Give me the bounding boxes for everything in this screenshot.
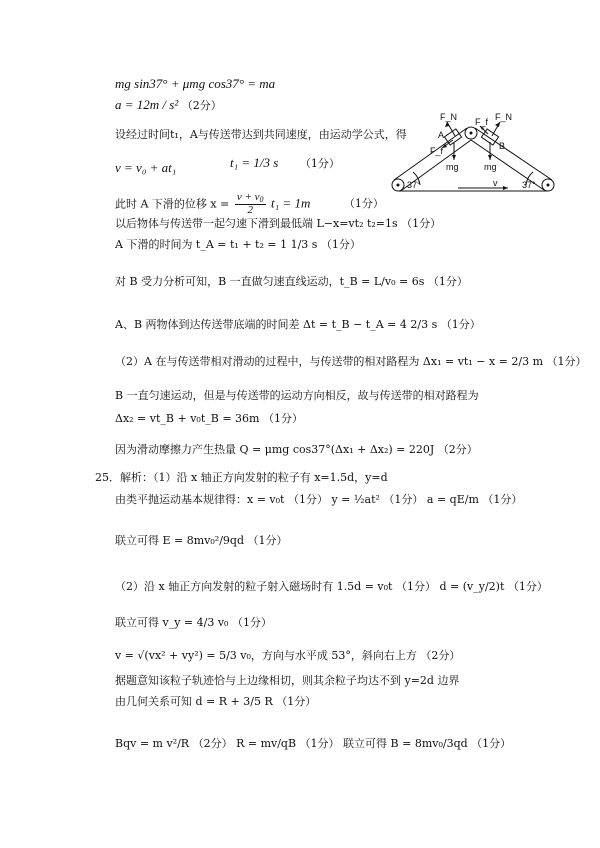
label-angle-right: 37° bbox=[522, 180, 536, 190]
text-relative-path-a: （2）A 在与传送带相对滑动的过程中，与传送带的相对路程为 Δx₁ = vt₁ − x = 2/3 m （1分） bbox=[115, 355, 587, 368]
label-normal-force-b: F_N bbox=[495, 112, 513, 122]
eq-electric-field: 联立可得 E = 8mv₀²/9qd （1分） bbox=[115, 534, 288, 547]
score-note: （2分） bbox=[181, 99, 222, 112]
eq-acceleration bbox=[115, 97, 222, 113]
text-uniform-motion: 以后物体与传送带一起匀速下滑到最低端 L−x=vt₂ t₂=1s （1分） bbox=[115, 217, 442, 230]
eq-v-equals: v = v₀ + at₁ bbox=[115, 160, 177, 175]
label-friction-b: F_f bbox=[475, 117, 489, 127]
score-note: （1分） bbox=[299, 157, 340, 170]
text-trajectory-tangent: 据题意知该粒子轨迹恰与上边缘相切，则其余粒子均达不到 y=2d 边界 bbox=[115, 674, 460, 687]
eq-geometry-radius: 由几何关系可知 d = R + 3/5 R （1分） bbox=[115, 695, 317, 708]
text-motion-b: 对 B 受力分析可知，B 一直做匀速直线运动，t_B = L/v₀ = 6s （1分） bbox=[115, 275, 468, 288]
text-time-difference: A、B 两物体到达传送带底端的时间差 Δt = t_B − t_A = 4 2/3 s （1分） bbox=[115, 318, 481, 331]
text-displacement-a bbox=[115, 192, 384, 217]
fraction-average-velocity: $\frac{v + v_0}{2}$ bbox=[236, 191, 264, 217]
score-note: （1分） bbox=[343, 197, 384, 211]
eq-relative-path-b: Δx₂ = vt_B + v₀t_B = 36m （1分） bbox=[115, 412, 303, 425]
eq-vy: 联立可得 v_y = 4/3 v₀ （1分） bbox=[115, 616, 272, 629]
eq-speed-direction: v = √(vx² + vy²) = 5/3 v₀，方向与水平成 53°，斜向右上方 （2分） bbox=[115, 649, 461, 662]
belt-right-upper bbox=[475, 128, 552, 180]
question-25-heading: 25．解析：（1）沿 x 轴正方向发射的粒子有 x=1.5d，y=d bbox=[95, 471, 388, 484]
label-gravity-b: mg bbox=[484, 162, 497, 172]
label-normal-force-a: F_N bbox=[440, 112, 458, 122]
text-particle-into-field: （2）沿 x 轴正方向发射的粒子射入磁场时有 1.5d = v₀t （1分） d = (v_y/2)t （1分） bbox=[115, 580, 548, 593]
eq-displacement-value: t₁ = 1m bbox=[271, 195, 311, 211]
label-gravity-a: mg bbox=[446, 162, 459, 172]
label-velocity: v bbox=[493, 178, 498, 188]
label-block-a: A bbox=[438, 130, 445, 140]
eq-t1-value bbox=[230, 155, 340, 171]
text-relative-path-b-intro: B 一直匀速运动，但是与传送带的运动方向相反，故与传送带的相对路程为 bbox=[115, 389, 479, 402]
eq-t1-text: t₁ = 1/3 s bbox=[230, 155, 279, 170]
text-time-to-common-speed: 设经过时间t₁，A与传送带达到共同速度，由运动学公式，得 bbox=[115, 128, 407, 141]
eq-velocity-time bbox=[115, 160, 176, 176]
conveyor-belt-diagram bbox=[380, 110, 560, 202]
eq-acceleration-text: a = 12m / s² bbox=[115, 97, 179, 112]
eq-heat-produced: 因为滑动摩擦力产生热量 Q = μmg cos37°(Δx₁ + Δx₂) = 220J （2分） bbox=[115, 443, 478, 456]
text-displacement-label: 此时 A 下滑的位移 x = bbox=[115, 197, 230, 211]
label-friction-a: F_f bbox=[430, 146, 444, 156]
text-projectile-laws: 由类平抛运动基本规律得：x = v₀t （1分） y = ½at² （1分） a = qE/m （1分） bbox=[115, 493, 523, 506]
text-time-a: A 下滑的时间为 t_A = t₁ + t₂ = 1 1/3 s （1分） bbox=[115, 238, 361, 251]
eq-magnetic-field: Bqv = m v²/R （2分） R = mv/qB （1分） 联立可得 B = 8mv₀/3qd （1分） bbox=[115, 737, 512, 750]
label-block-b: B bbox=[499, 141, 506, 151]
eq-newton-second-law: mg sin37° + μmg cos37° = ma bbox=[115, 76, 276, 91]
label-angle-left: 37° bbox=[407, 180, 421, 190]
